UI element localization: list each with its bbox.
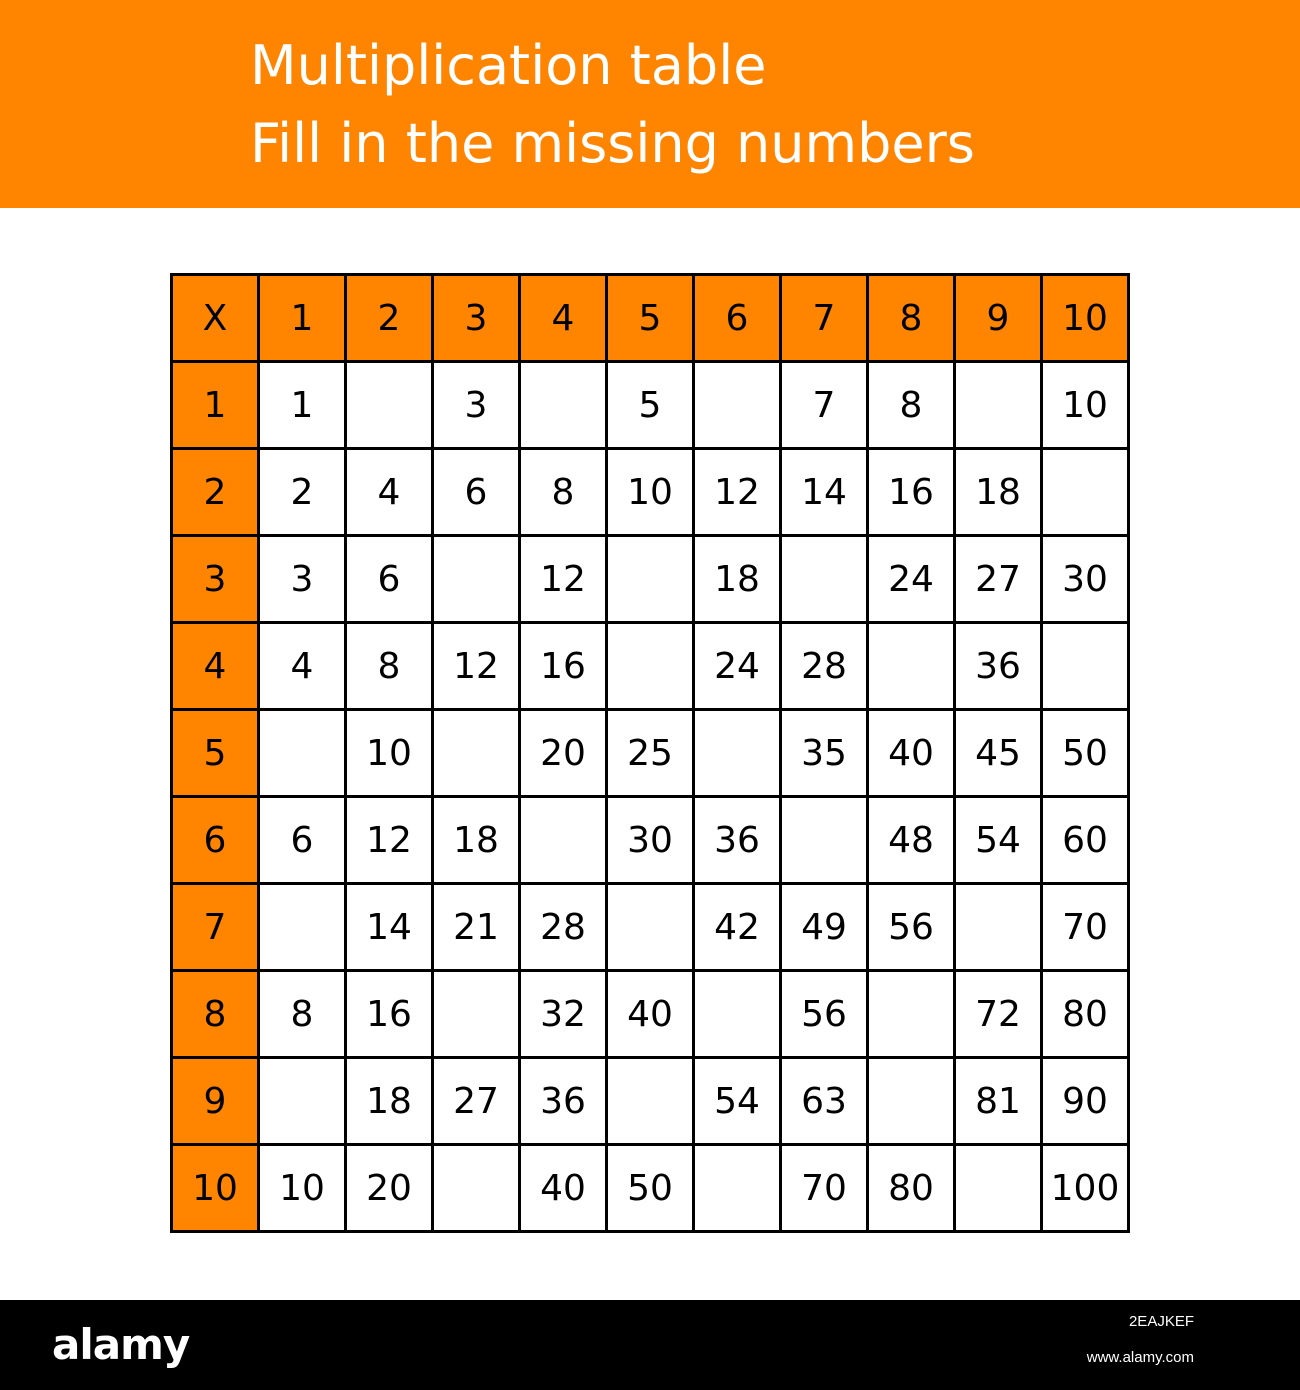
product-cell: 16	[868, 449, 955, 536]
blank-answer-cell[interactable]	[433, 1145, 520, 1232]
product-cell: 3	[433, 362, 520, 449]
product-cell: 63	[781, 1058, 868, 1145]
multiplication-table	[170, 273, 1130, 1233]
blank-answer-cell[interactable]	[607, 1058, 694, 1145]
row-header-cell: 1	[172, 362, 259, 449]
product-cell: 70	[781, 1145, 868, 1232]
header-row	[172, 275, 1129, 362]
product-cell: 18	[433, 797, 520, 884]
stock-logo: alamy	[52, 1320, 190, 1369]
row-header-cell: 4	[172, 623, 259, 710]
product-cell: 3	[259, 536, 346, 623]
blank-answer-cell[interactable]	[694, 1145, 781, 1232]
table-row	[172, 536, 1129, 623]
product-cell: 12	[694, 449, 781, 536]
blank-answer-cell[interactable]	[1042, 623, 1129, 710]
product-cell: 18	[955, 449, 1042, 536]
blank-answer-cell[interactable]	[955, 1145, 1042, 1232]
product-cell: 36	[694, 797, 781, 884]
blank-answer-cell[interactable]	[259, 710, 346, 797]
product-cell: 81	[955, 1058, 1042, 1145]
column-header-cell: 5	[607, 275, 694, 362]
product-cell: 10	[346, 710, 433, 797]
product-cell: 8	[346, 623, 433, 710]
product-cell: 18	[694, 536, 781, 623]
table-row	[172, 1058, 1129, 1145]
blank-answer-cell[interactable]	[607, 536, 694, 623]
grid-body	[172, 275, 1129, 1232]
blank-answer-cell[interactable]	[781, 536, 868, 623]
product-cell: 40	[607, 971, 694, 1058]
product-cell: 2	[259, 449, 346, 536]
column-header-cell: 7	[781, 275, 868, 362]
product-cell: 6	[433, 449, 520, 536]
row-header-cell: 2	[172, 449, 259, 536]
product-cell: 30	[1042, 536, 1129, 623]
blank-answer-cell[interactable]	[868, 623, 955, 710]
product-cell: 90	[1042, 1058, 1129, 1145]
table-row	[172, 1145, 1129, 1232]
column-header-cell: 4	[520, 275, 607, 362]
row-header-cell: 10	[172, 1145, 259, 1232]
product-cell: 60	[1042, 797, 1129, 884]
product-cell: 54	[694, 1058, 781, 1145]
product-cell: 49	[781, 884, 868, 971]
product-cell: 50	[1042, 710, 1129, 797]
product-cell: 30	[607, 797, 694, 884]
product-cell: 42	[694, 884, 781, 971]
page-title: Multiplication table	[250, 34, 767, 97]
product-cell: 6	[259, 797, 346, 884]
row-header-cell: 9	[172, 1058, 259, 1145]
product-cell: 20	[346, 1145, 433, 1232]
product-cell: 18	[346, 1058, 433, 1145]
product-cell: 35	[781, 710, 868, 797]
column-header-cell: 10	[1042, 275, 1129, 362]
product-cell: 8	[520, 449, 607, 536]
product-cell: 72	[955, 971, 1042, 1058]
product-cell: 4	[346, 449, 433, 536]
blank-answer-cell[interactable]	[607, 623, 694, 710]
blank-answer-cell[interactable]	[433, 971, 520, 1058]
product-cell: 25	[607, 710, 694, 797]
product-cell: 40	[520, 1145, 607, 1232]
product-cell: 12	[346, 797, 433, 884]
blank-answer-cell[interactable]	[433, 536, 520, 623]
column-header-cell: 8	[868, 275, 955, 362]
blank-answer-cell[interactable]	[694, 710, 781, 797]
title-banner	[0, 0, 1300, 208]
product-cell: 10	[1042, 362, 1129, 449]
multiplication-grid	[170, 273, 1130, 1233]
product-cell: 7	[781, 362, 868, 449]
row-header-cell: 8	[172, 971, 259, 1058]
column-header-cell: 9	[955, 275, 1042, 362]
row-header-cell: 6	[172, 797, 259, 884]
blank-answer-cell[interactable]	[259, 884, 346, 971]
product-cell: 45	[955, 710, 1042, 797]
product-cell: 70	[1042, 884, 1129, 971]
product-cell: 27	[955, 536, 1042, 623]
product-cell: 8	[868, 362, 955, 449]
blank-answer-cell[interactable]	[955, 884, 1042, 971]
product-cell: 12	[433, 623, 520, 710]
product-cell: 14	[346, 884, 433, 971]
product-cell: 28	[520, 884, 607, 971]
product-cell: 24	[868, 536, 955, 623]
product-cell: 80	[1042, 971, 1129, 1058]
column-header-cell: 2	[346, 275, 433, 362]
corner-cell: X	[172, 275, 259, 362]
product-cell: 36	[520, 1058, 607, 1145]
product-cell: 10	[259, 1145, 346, 1232]
table-row	[172, 710, 1129, 797]
blank-answer-cell[interactable]	[1042, 449, 1129, 536]
product-cell: 24	[694, 623, 781, 710]
blank-answer-cell[interactable]	[520, 362, 607, 449]
table-row	[172, 884, 1129, 971]
table-row	[172, 623, 1129, 710]
product-cell: 40	[868, 710, 955, 797]
product-cell: 36	[955, 623, 1042, 710]
table-row	[172, 362, 1129, 449]
product-cell: 16	[346, 971, 433, 1058]
product-cell: 21	[433, 884, 520, 971]
product-cell: 14	[781, 449, 868, 536]
product-cell: 12	[520, 536, 607, 623]
table-row	[172, 449, 1129, 536]
image-id: 2EAJKEF	[1128, 1313, 1194, 1330]
blank-answer-cell[interactable]	[346, 362, 433, 449]
product-cell: 56	[868, 884, 955, 971]
row-header-cell: 3	[172, 536, 259, 623]
blank-answer-cell[interactable]	[694, 971, 781, 1058]
blank-answer-cell[interactable]	[868, 971, 955, 1058]
product-cell: 100	[1042, 1145, 1129, 1232]
product-cell: 27	[433, 1058, 520, 1145]
blank-answer-cell[interactable]	[781, 797, 868, 884]
row-header-cell: 7	[172, 884, 259, 971]
product-cell: 56	[781, 971, 868, 1058]
blank-answer-cell[interactable]	[520, 797, 607, 884]
blank-answer-cell[interactable]	[868, 1058, 955, 1145]
product-cell: 8	[259, 971, 346, 1058]
column-header-cell: 1	[259, 275, 346, 362]
product-cell: 1	[259, 362, 346, 449]
row-header-cell: 5	[172, 710, 259, 797]
stock-footer-bar	[0, 1300, 1300, 1390]
product-cell: 32	[520, 971, 607, 1058]
table-row	[172, 971, 1129, 1058]
product-cell: 16	[520, 623, 607, 710]
product-cell: 10	[607, 449, 694, 536]
product-cell: 28	[781, 623, 868, 710]
product-cell: 20	[520, 710, 607, 797]
product-cell: 4	[259, 623, 346, 710]
blank-answer-cell[interactable]	[607, 884, 694, 971]
product-cell: 80	[868, 1145, 955, 1232]
stock-url: www.alamy.com	[1086, 1349, 1194, 1366]
column-header-cell: 3	[433, 275, 520, 362]
blank-answer-cell[interactable]	[694, 362, 781, 449]
page-subtitle: Fill in the missing numbers	[250, 112, 975, 175]
product-cell: 48	[868, 797, 955, 884]
product-cell: 5	[607, 362, 694, 449]
product-cell: 54	[955, 797, 1042, 884]
product-cell: 50	[607, 1145, 694, 1232]
blank-answer-cell[interactable]	[259, 1058, 346, 1145]
product-cell: 6	[346, 536, 433, 623]
blank-answer-cell[interactable]	[433, 710, 520, 797]
table-row	[172, 797, 1129, 884]
column-header-cell: 6	[694, 275, 781, 362]
blank-answer-cell[interactable]	[955, 362, 1042, 449]
